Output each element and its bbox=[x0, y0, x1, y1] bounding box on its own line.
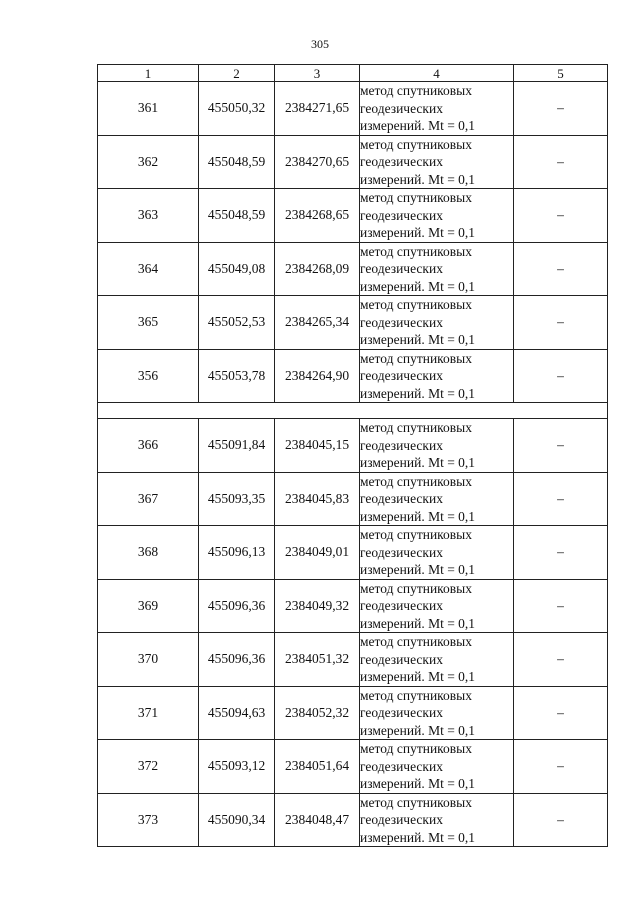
method-line: геодезических bbox=[360, 651, 443, 667]
coordinate-y: 2384051,32 bbox=[275, 633, 360, 687]
table-row bbox=[98, 526, 608, 580]
method-line: метод спутниковых bbox=[360, 473, 472, 489]
note-dash: – bbox=[514, 526, 608, 580]
coordinate-x: 455052,53 bbox=[199, 296, 275, 350]
note-dash: – bbox=[514, 349, 608, 403]
coordinate-x: 455048,59 bbox=[199, 189, 275, 243]
method-description bbox=[360, 686, 514, 740]
coordinate-y: 2384048,47 bbox=[275, 793, 360, 847]
note-dash: – bbox=[514, 633, 608, 687]
point-number: 362 bbox=[98, 135, 199, 189]
method-line: метод спутниковых bbox=[360, 741, 472, 756]
table-row bbox=[98, 419, 608, 473]
coordinate-x: 455050,32 bbox=[199, 82, 275, 136]
coordinate-y: 2384265,34 bbox=[275, 296, 360, 350]
coordinate-y: 2384268,65 bbox=[275, 189, 360, 243]
coordinate-x: 455093,12 bbox=[199, 740, 275, 794]
method-description bbox=[360, 472, 514, 526]
note-dash: – bbox=[514, 579, 608, 633]
coordinate-y: 2384051,64 bbox=[275, 740, 360, 794]
coordinate-y: 2384264,90 bbox=[275, 349, 360, 403]
method-line: измерений. Mt = 0,1 bbox=[360, 278, 476, 294]
header-col-2: 2 bbox=[199, 65, 275, 82]
coordinate-y: 2384045,83 bbox=[275, 472, 360, 526]
table-row bbox=[98, 296, 608, 350]
point-number: 367 bbox=[98, 472, 199, 526]
coordinate-x: 455091,84 bbox=[199, 419, 275, 473]
method-line: измерений. Mt = 0,1 bbox=[360, 385, 476, 401]
method-line: измерений. Mt = 0,1 bbox=[360, 722, 476, 738]
point-number: 368 bbox=[98, 526, 199, 580]
coordinate-x: 455094,63 bbox=[199, 686, 275, 740]
note-dash: – bbox=[514, 686, 608, 740]
coordinate-x: 455096,13 bbox=[199, 526, 275, 580]
method-line: геодезических bbox=[360, 705, 443, 720]
coordinate-x: 455096,36 bbox=[199, 579, 275, 633]
method-line: метод спутниковых bbox=[360, 136, 472, 152]
method-line: измерений. Mt = 0,1 bbox=[360, 776, 476, 791]
point-number: 372 bbox=[98, 740, 199, 794]
coordinate-x: 455090,34 bbox=[199, 793, 275, 847]
coordinate-y: 2384049,32 bbox=[275, 579, 360, 633]
table-row bbox=[98, 349, 608, 403]
coordinate-y: 2384268,09 bbox=[275, 242, 360, 296]
method-line: метод спутниковых bbox=[360, 794, 472, 810]
point-number: 365 bbox=[98, 296, 199, 350]
method-line: геодезических bbox=[360, 437, 443, 453]
method-line: геодезических bbox=[360, 598, 443, 613]
method-line: измерений. Mt = 0,1 bbox=[360, 225, 476, 240]
method-line: геодезических bbox=[360, 812, 443, 827]
table-row bbox=[98, 686, 608, 740]
method-line: геодезических bbox=[360, 544, 443, 560]
section-separator-row bbox=[98, 403, 608, 419]
coordinates-table bbox=[97, 64, 608, 847]
note-dash: – bbox=[514, 82, 608, 136]
method-line: метод спутниковых bbox=[360, 580, 472, 596]
method-line: измерений. Mt = 0,1 bbox=[360, 455, 476, 470]
coordinate-x: 455049,08 bbox=[199, 242, 275, 296]
method-line: метод спутниковых bbox=[360, 83, 472, 98]
method-description bbox=[360, 793, 514, 847]
method-line: измерений. Mt = 0,1 bbox=[360, 332, 476, 347]
table-row bbox=[98, 633, 608, 687]
method-line: измерений. Mt = 0,1 bbox=[360, 118, 476, 133]
point-number: 356 bbox=[98, 349, 199, 403]
method-line: геодезических bbox=[360, 758, 443, 774]
method-line: геодезических bbox=[360, 154, 443, 169]
note-dash: – bbox=[514, 242, 608, 296]
method-description bbox=[360, 633, 514, 687]
note-dash: – bbox=[514, 296, 608, 350]
coordinate-y: 2384271,65 bbox=[275, 82, 360, 136]
point-number: 364 bbox=[98, 242, 199, 296]
method-description bbox=[360, 579, 514, 633]
method-description bbox=[360, 242, 514, 296]
coordinate-y: 2384270,65 bbox=[275, 135, 360, 189]
header-col-1: 1 bbox=[98, 65, 199, 82]
table-row bbox=[98, 472, 608, 526]
coordinate-y: 2384045,15 bbox=[275, 419, 360, 473]
table-row bbox=[98, 579, 608, 633]
point-number: 373 bbox=[98, 793, 199, 847]
coordinate-x: 455053,78 bbox=[199, 349, 275, 403]
point-number: 371 bbox=[98, 686, 199, 740]
note-dash: – bbox=[514, 419, 608, 473]
method-description bbox=[360, 349, 514, 403]
method-description bbox=[360, 135, 514, 189]
table-row bbox=[98, 82, 608, 136]
method-description bbox=[360, 296, 514, 350]
method-description bbox=[360, 189, 514, 243]
table-body bbox=[98, 65, 608, 847]
method-line: измерений. Mt = 0,1 bbox=[360, 171, 476, 187]
header-col-5: 5 bbox=[514, 65, 608, 82]
header-col-4: 4 bbox=[360, 65, 514, 82]
method-line: измерений. Mt = 0,1 bbox=[360, 615, 476, 631]
table-row bbox=[98, 242, 608, 296]
method-line: измерений. Mt = 0,1 bbox=[360, 829, 476, 845]
coordinate-x: 455096,36 bbox=[199, 633, 275, 687]
method-line: геодезических bbox=[360, 261, 443, 276]
method-line: геодезических bbox=[360, 368, 443, 383]
method-description bbox=[360, 740, 514, 794]
note-dash: – bbox=[514, 472, 608, 526]
point-number: 361 bbox=[98, 82, 199, 136]
table-row bbox=[98, 189, 608, 243]
method-line: метод спутниковых bbox=[360, 297, 472, 312]
note-dash: – bbox=[514, 135, 608, 189]
table-row bbox=[98, 793, 608, 847]
method-line: метод спутниковых bbox=[360, 687, 472, 703]
table-row bbox=[98, 135, 608, 189]
method-line: метод спутниковых bbox=[360, 243, 472, 259]
table-row bbox=[98, 740, 608, 794]
method-line: геодезических bbox=[360, 314, 443, 330]
method-line: метод спутниковых bbox=[360, 350, 472, 366]
method-line: метод спутниковых bbox=[360, 634, 472, 649]
header-row bbox=[98, 65, 608, 82]
method-line: измерений. Mt = 0,1 bbox=[360, 508, 476, 524]
coordinate-x: 455093,35 bbox=[199, 472, 275, 526]
method-line: геодезических bbox=[360, 100, 443, 116]
coordinate-x: 455048,59 bbox=[199, 135, 275, 189]
section-separator-cell bbox=[98, 403, 608, 419]
point-number: 366 bbox=[98, 419, 199, 473]
note-dash: – bbox=[514, 740, 608, 794]
point-number: 363 bbox=[98, 189, 199, 243]
method-line: геодезических bbox=[360, 207, 443, 223]
method-description bbox=[360, 82, 514, 136]
page-number: 305 bbox=[311, 37, 329, 51]
header-col-3: 3 bbox=[275, 65, 360, 82]
method-line: измерений. Mt = 0,1 bbox=[360, 669, 476, 684]
point-number: 370 bbox=[98, 633, 199, 687]
coordinate-y: 2384052,32 bbox=[275, 686, 360, 740]
method-description bbox=[360, 526, 514, 580]
method-line: метод спутниковых bbox=[360, 527, 472, 542]
note-dash: – bbox=[514, 189, 608, 243]
method-line: геодезических bbox=[360, 491, 443, 506]
method-line: измерений. Mt = 0,1 bbox=[360, 562, 476, 577]
method-line: метод спутниковых bbox=[360, 190, 472, 205]
point-number: 369 bbox=[98, 579, 199, 633]
method-description bbox=[360, 419, 514, 473]
note-dash: – bbox=[514, 793, 608, 847]
coordinate-y: 2384049,01 bbox=[275, 526, 360, 580]
method-line: метод спутниковых bbox=[360, 420, 472, 435]
